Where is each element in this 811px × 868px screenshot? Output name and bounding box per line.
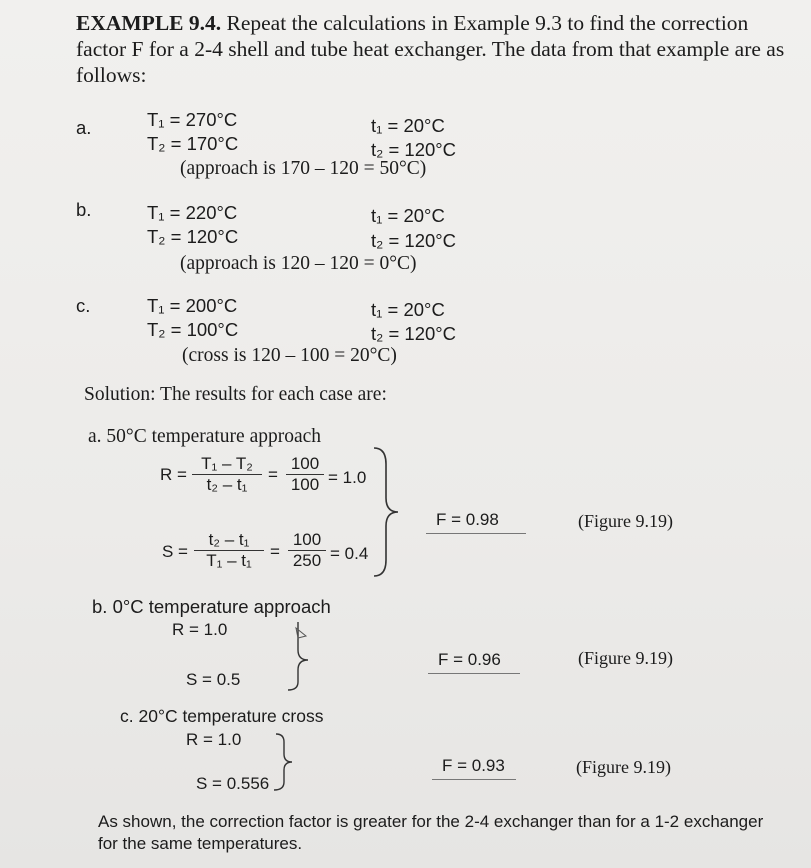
- R-denominator: t₂ – t₁: [192, 474, 262, 495]
- case-c-T2: T₂ = 100°C: [147, 319, 239, 340]
- S-denominator: T₁ – t₁: [194, 550, 264, 571]
- figure-ref-b: (Figure 9.19): [578, 648, 673, 668]
- case-b-T1: T₁ = 220°C: [147, 202, 238, 223]
- S-equals: =: [270, 542, 280, 561]
- R-symbol: R =: [160, 465, 187, 484]
- right-brace-a: [372, 444, 412, 580]
- solution-c-R: R = 1.0: [186, 730, 242, 749]
- R-equals: =: [268, 465, 278, 484]
- F-value-a: F = 0.98: [426, 510, 526, 534]
- case-c-note: (cross is 120 – 100 = 20°C): [182, 345, 397, 366]
- case-a-T2: T₂ = 170°C: [147, 133, 239, 154]
- case-b-label: b.: [76, 199, 92, 220]
- S-fraction: [194, 530, 264, 571]
- example-heading: EXAMPLE 9.4.: [76, 11, 222, 35]
- R-denominator-value: 100: [286, 474, 324, 495]
- solution-b-R: R = 1.0: [172, 620, 228, 639]
- R-numerator-value: 100: [290, 454, 320, 473]
- example-intro: [76, 10, 788, 88]
- solution-heading: Solution: The results for each case are:: [84, 384, 387, 405]
- R-numerator: T₁ – T₂: [201, 454, 253, 473]
- S-result: = 0.4: [330, 544, 369, 563]
- solution-b-title: b. 0°C temperature approach: [92, 596, 331, 617]
- R-result: = 1.0: [328, 468, 367, 487]
- case-c-t1: t₁ = 20°C: [371, 299, 445, 320]
- case-a-note: (approach is 170 – 120 = 50°C): [180, 158, 427, 179]
- case-a-t2: t₂ = 120°C: [371, 139, 457, 160]
- S-numerator-value: 100: [292, 530, 322, 549]
- case-a-label: a.: [76, 117, 92, 138]
- S-denominator-value: 250: [288, 550, 326, 571]
- case-b-t2: t₂ = 120°C: [371, 230, 457, 251]
- case-c-t2: t₂ = 120°C: [371, 323, 457, 344]
- right-brace-b: [284, 620, 320, 692]
- solution-c-title: c. 20°C temperature cross: [120, 706, 324, 726]
- right-brace-c: [270, 732, 306, 792]
- solution-c-S: S = 0.556: [196, 774, 270, 793]
- F-value-b: F = 0.96: [428, 650, 520, 674]
- figure-ref-c: (Figure 9.19): [576, 757, 671, 777]
- S-value-fraction: [288, 530, 326, 571]
- case-b-T2: T₂ = 120°C: [147, 226, 239, 247]
- case-a-t1: t₁ = 20°C: [371, 115, 445, 136]
- F-value-c: F = 0.93: [432, 756, 516, 780]
- figure-ref-a: (Figure 9.19): [578, 511, 673, 531]
- S-symbol: S =: [162, 542, 188, 561]
- case-c-label: c.: [76, 295, 91, 316]
- R-fraction: [192, 454, 262, 495]
- case-b-t1: t₁ = 20°C: [371, 205, 445, 226]
- conclusion-text: As shown, the correction factor is greater for the 2-4 exchanger than for a 1-2 exchanger for the same temperatures.: [98, 812, 764, 853]
- case-c-T1: T₁ = 200°C: [147, 295, 238, 316]
- solution-b-S: S = 0.5: [186, 670, 241, 689]
- case-a-T1: T₁ = 270°C: [147, 109, 238, 130]
- R-value-fraction: [286, 454, 324, 495]
- solution-a-title: a. 50°C temperature approach: [88, 426, 322, 447]
- S-numerator: t₂ – t₁: [208, 530, 250, 549]
- example-text: Repeat the calculations in Example 9.3 to find the correction factor F for a 2-4 shell and tube heat exchanger. The data from that example are as follows:: [76, 11, 785, 87]
- case-b-note: (approach is 120 – 120 = 0°C): [180, 253, 417, 274]
